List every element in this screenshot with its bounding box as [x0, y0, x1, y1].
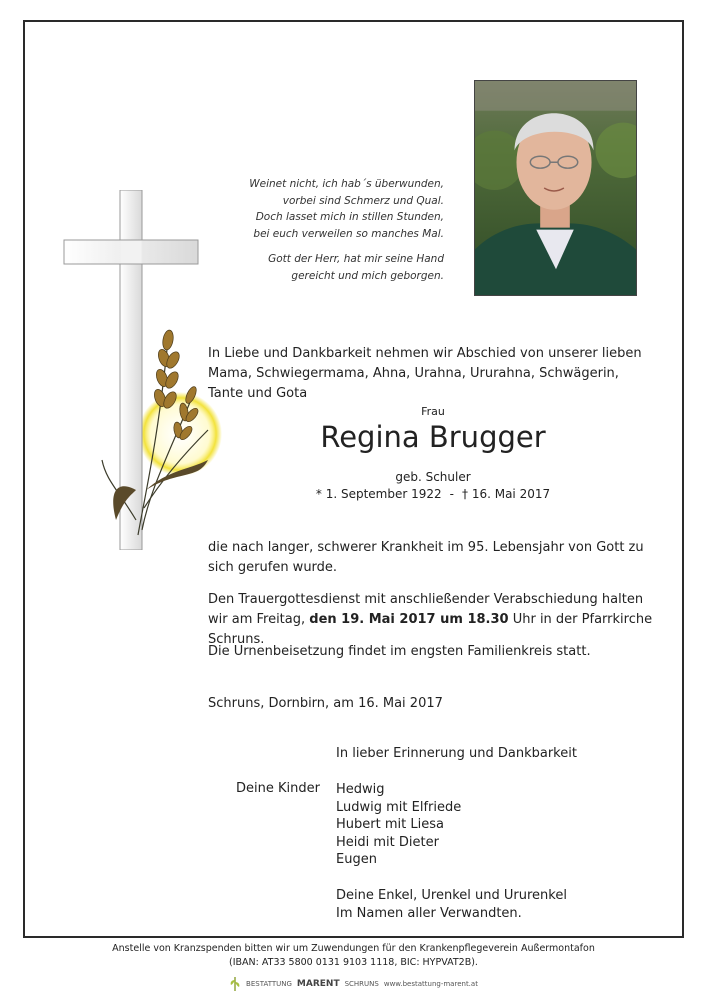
- body-paragraph-2: [208, 590, 658, 650]
- poem-line: Weinet nicht, ich hab´s überwunden,: [249, 178, 444, 190]
- donation-note: [60, 942, 647, 970]
- list-item: Im Namen aller Verwandten.: [336, 905, 522, 921]
- closing-lines: [336, 887, 567, 922]
- service-text: Den Trauergottesdienst mit anschließender Verabschiedung halten wir am Freitag,: [208, 592, 644, 627]
- poem-line: Doch lasset mich in stillen Stunden,: [255, 211, 444, 223]
- poem-line: Gott der Herr, hat mir seine Hand: [268, 253, 444, 265]
- birth-date: * 1. September 1922: [315, 487, 442, 501]
- brand-prefix: BESTATTUNG: [246, 980, 292, 988]
- bestattung-logo-icon: [229, 976, 241, 992]
- poem-line: gereicht und mich geborgen.: [291, 269, 444, 282]
- life-dates: [208, 487, 658, 501]
- list-item: Ludwig mit Elfriede: [336, 799, 462, 815]
- cross-wheat-illustration: [58, 190, 228, 550]
- donation-line: Anstelle von Kranzspenden bitten wir um Zuwendungen für den Krankenpflegeverein Außermontafon: [112, 943, 595, 954]
- poem: [240, 176, 444, 293]
- birth-name: geb. Schuler: [395, 470, 471, 484]
- list-item: Hubert mit Liesa: [336, 817, 444, 833]
- children-label: Deine Kinder: [236, 781, 320, 796]
- list-item: Eugen: [336, 852, 377, 868]
- service-location: Uhr in der Pfarrkirche Schruns.: [208, 612, 653, 647]
- brand-url[interactable]: www.bestattung-marent.at: [383, 980, 478, 988]
- memory-line: In lieber Erinnerung und Dankbarkeit: [336, 746, 577, 761]
- poem-stanza: [240, 176, 444, 242]
- list-item: Heidi mit Dieter: [336, 834, 439, 850]
- children-list: [336, 781, 461, 869]
- date-separator: -: [449, 487, 454, 501]
- deceased-name: Regina Brugger: [320, 420, 546, 454]
- brand-town: SCHRUNS: [344, 980, 379, 988]
- intro-text: In Liebe und Dankbarkeit nehmen wir Abschied von unserer lieben Mama, Schwiegermama, Ahna, Urahna, Ururahna, Schwägerin, Tante und Gota: [208, 346, 642, 401]
- portrait-photo: [474, 80, 637, 296]
- brand-name: MARENT: [296, 979, 340, 989]
- death-date: † 16. Mai 2017: [462, 487, 551, 501]
- body-paragraph-1: die nach langer, schwerer Krankheit im 95. Lebensjahr von Gott zu sich gerufen wurde.: [208, 540, 644, 575]
- poem-line: vorbei sind Schmerz und Qual.: [282, 194, 444, 207]
- funeral-home-brand: [200, 976, 507, 992]
- poem-stanza: [240, 251, 444, 284]
- service-date: den 19. Mai 2017 um 18.30: [309, 612, 509, 627]
- poem-line: bei euch verweilen so manches Mal.: [253, 227, 444, 240]
- salutation: Frau: [421, 405, 445, 418]
- bank-details: (IBAN: AT33 5800 0131 9103 1118, BIC: HYPVAT2B).: [229, 957, 478, 968]
- body-paragraph-3: Die Urnenbeisetzung findet im engsten Familienkreis statt.: [208, 644, 591, 659]
- list-item: Hedwig: [336, 782, 385, 797]
- list-item: Deine Enkel, Urenkel und Ururenkel: [336, 888, 567, 903]
- place-date: Schruns, Dornbirn, am 16. Mai 2017: [208, 696, 443, 711]
